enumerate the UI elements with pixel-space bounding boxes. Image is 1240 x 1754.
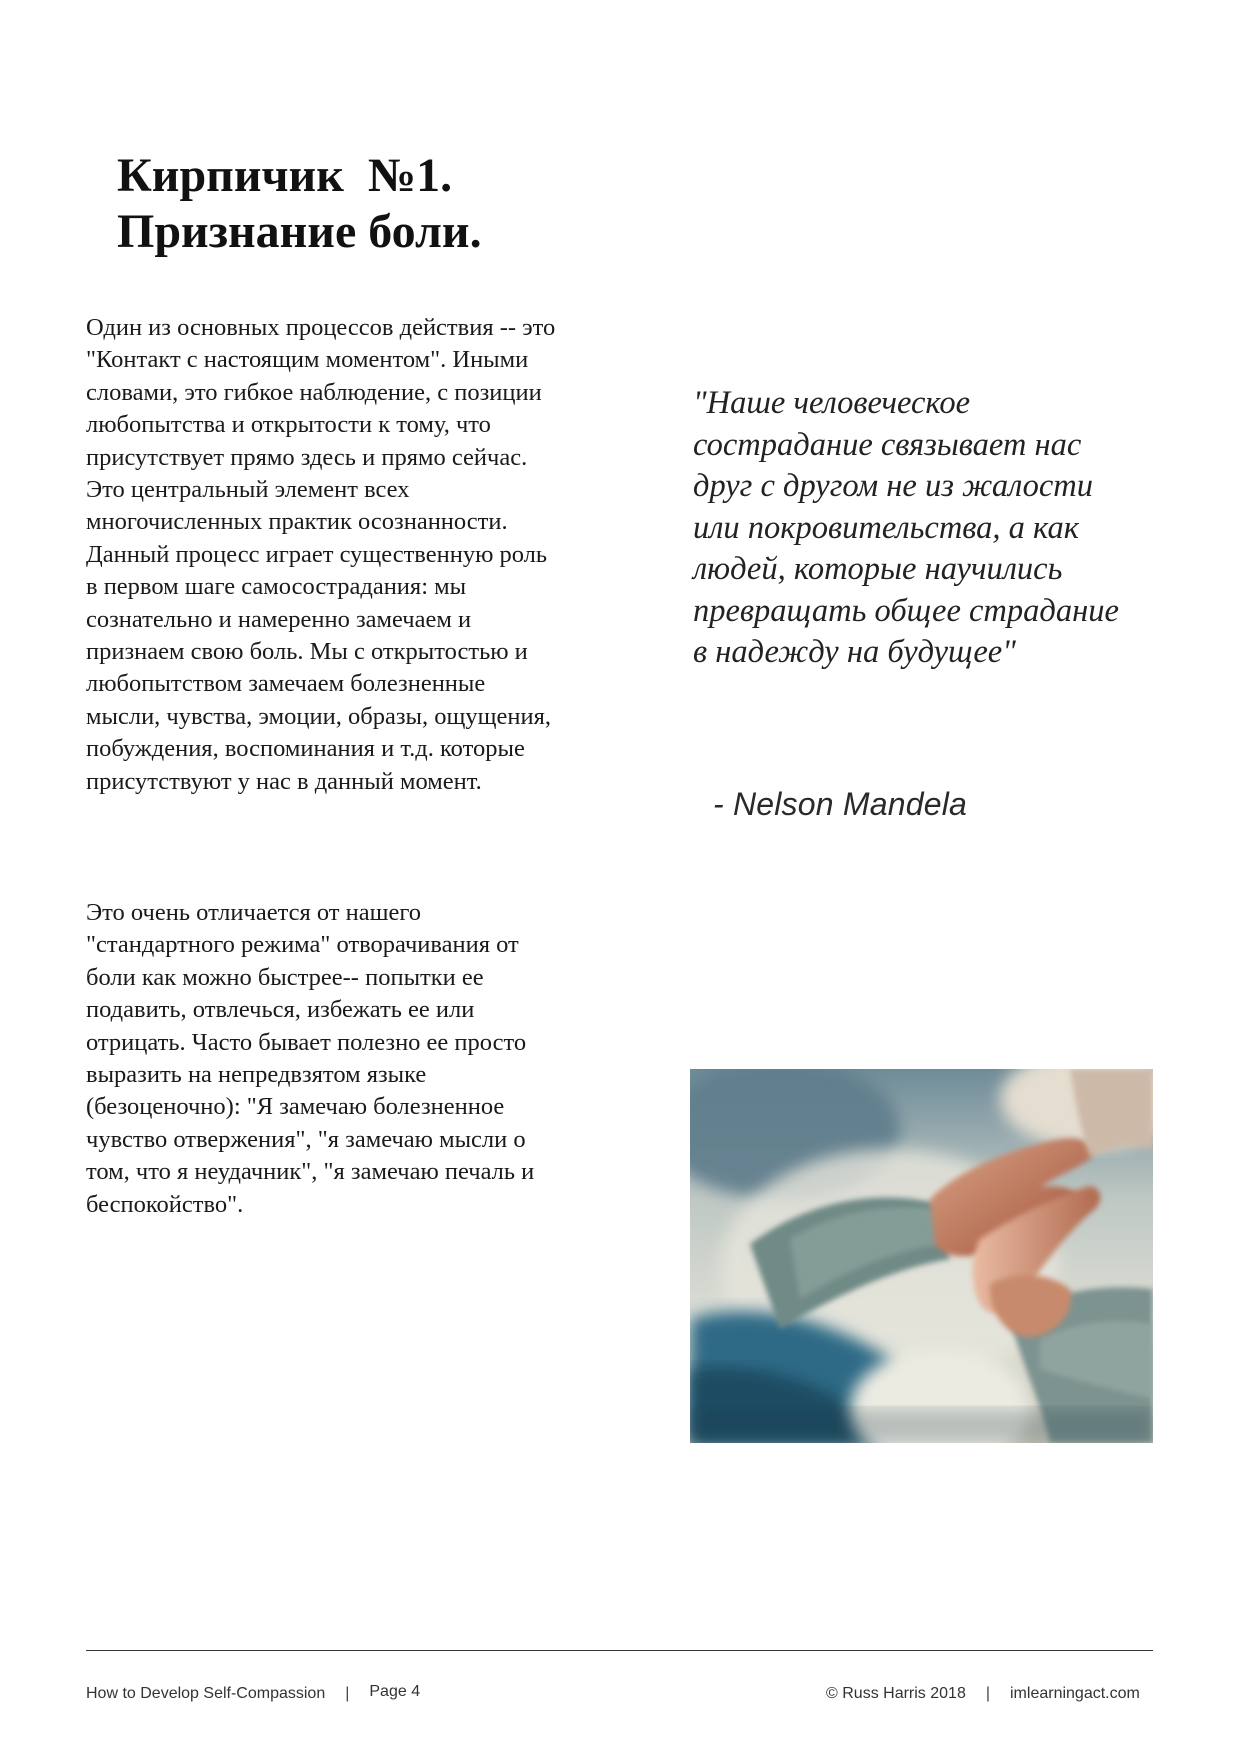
paragraph-line: Данный процесс играет существенную роль (86, 540, 548, 568)
paragraph-line: любопытства и открытости к тому, что (86, 411, 491, 439)
paragraph-line: чувство отвержения", "я замечаю мысли о (86, 1125, 526, 1153)
paragraph-line: подавить, отвлечься, избежать ее или (86, 996, 475, 1024)
footer-website: imlearningact.com (1010, 1685, 1140, 1702)
paragraph-line: словами, это гибкое наблюдение, с позиции (86, 378, 542, 406)
paragraph-line: "Контакт с настоящим моментом". Иными (86, 346, 529, 374)
paragraph-line: том, что я неудачник", "я замечаю печаль и (86, 1158, 535, 1186)
paragraph-line: Один из основных процессов действия -- это (86, 314, 556, 341)
paragraph-line: Это очень отличается от нашего (86, 899, 422, 926)
quote-line: превращать общее страдание (693, 592, 1119, 629)
footer-divider (86, 1650, 1153, 1651)
footer-separator: | (345, 1685, 350, 1702)
footer-right (826, 1685, 1140, 1707)
paragraph-line: признаем свою боль. Мы с открытостью и (86, 638, 528, 666)
paragraph-line: в первом шаге самосострадания: мы (86, 573, 467, 601)
body-paragraph-1 (86, 312, 656, 798)
paragraph-line: любопытством замечаем болезненные (86, 670, 486, 698)
quote-line: или покровительства, а как (693, 509, 1079, 546)
photo-holding-hands (690, 1069, 1153, 1443)
paragraph-line: сознательно и намеренно замечаем и (86, 605, 472, 633)
paragraph-line: мысли, чувства, эмоции, образы, ощущения, (86, 702, 551, 730)
paragraph-line: беспокойство". (86, 1190, 244, 1218)
pull-quote (693, 383, 1213, 674)
quote-line: "Наше человеческое (693, 385, 971, 421)
paragraph-line: "стандартного режима" отворачивания от (86, 931, 519, 959)
paragraph-line: присутствуют у нас в данный момент. (86, 767, 482, 795)
footer-page-number: Page 4 (369, 1683, 421, 1700)
paragraph-line: отрицать. Часто бывает полезно ее просто (86, 1028, 527, 1056)
quote-line: людей, которые научились (693, 551, 1063, 587)
quote-author: - Nelson Mandela (713, 786, 967, 822)
paragraph-line: (безоценочно): "Я замечаю болезненное (86, 1093, 505, 1121)
footer-doc-title: How to Develop Self-Compassion (86, 1685, 326, 1702)
footer-left (86, 1685, 420, 1707)
paragraph-line: присутствует прямо здесь и прямо сейчас. (86, 443, 528, 471)
quote-line: в надежду на будущее" (693, 634, 1016, 670)
paragraph-line: побуждения, воспоминания и т.д. которые (86, 735, 525, 763)
page-title (117, 148, 717, 260)
title-line-2: Признание боли. (117, 205, 482, 258)
paragraph-line: многочисленных практик осознанности. (86, 508, 508, 536)
footer-copyright: © Russ Harris 2018 (826, 1685, 966, 1702)
paragraph-line: боли как можно быстрее-- попытки ее (86, 963, 484, 991)
quote-line: друг с другом не из жалости (693, 468, 1094, 504)
quote-line: сострадание связывает нас (693, 426, 1082, 463)
paragraph-line: Это центральный элемент всех (86, 476, 410, 504)
paragraph-line: выразить на непредвзятом языке (86, 1061, 427, 1089)
page-edge-marks (692, 1745, 760, 1749)
title-line-1: Кирпичик №1. (117, 149, 453, 202)
body-paragraph-2 (86, 897, 656, 1221)
footer-separator: | (985, 1685, 990, 1702)
